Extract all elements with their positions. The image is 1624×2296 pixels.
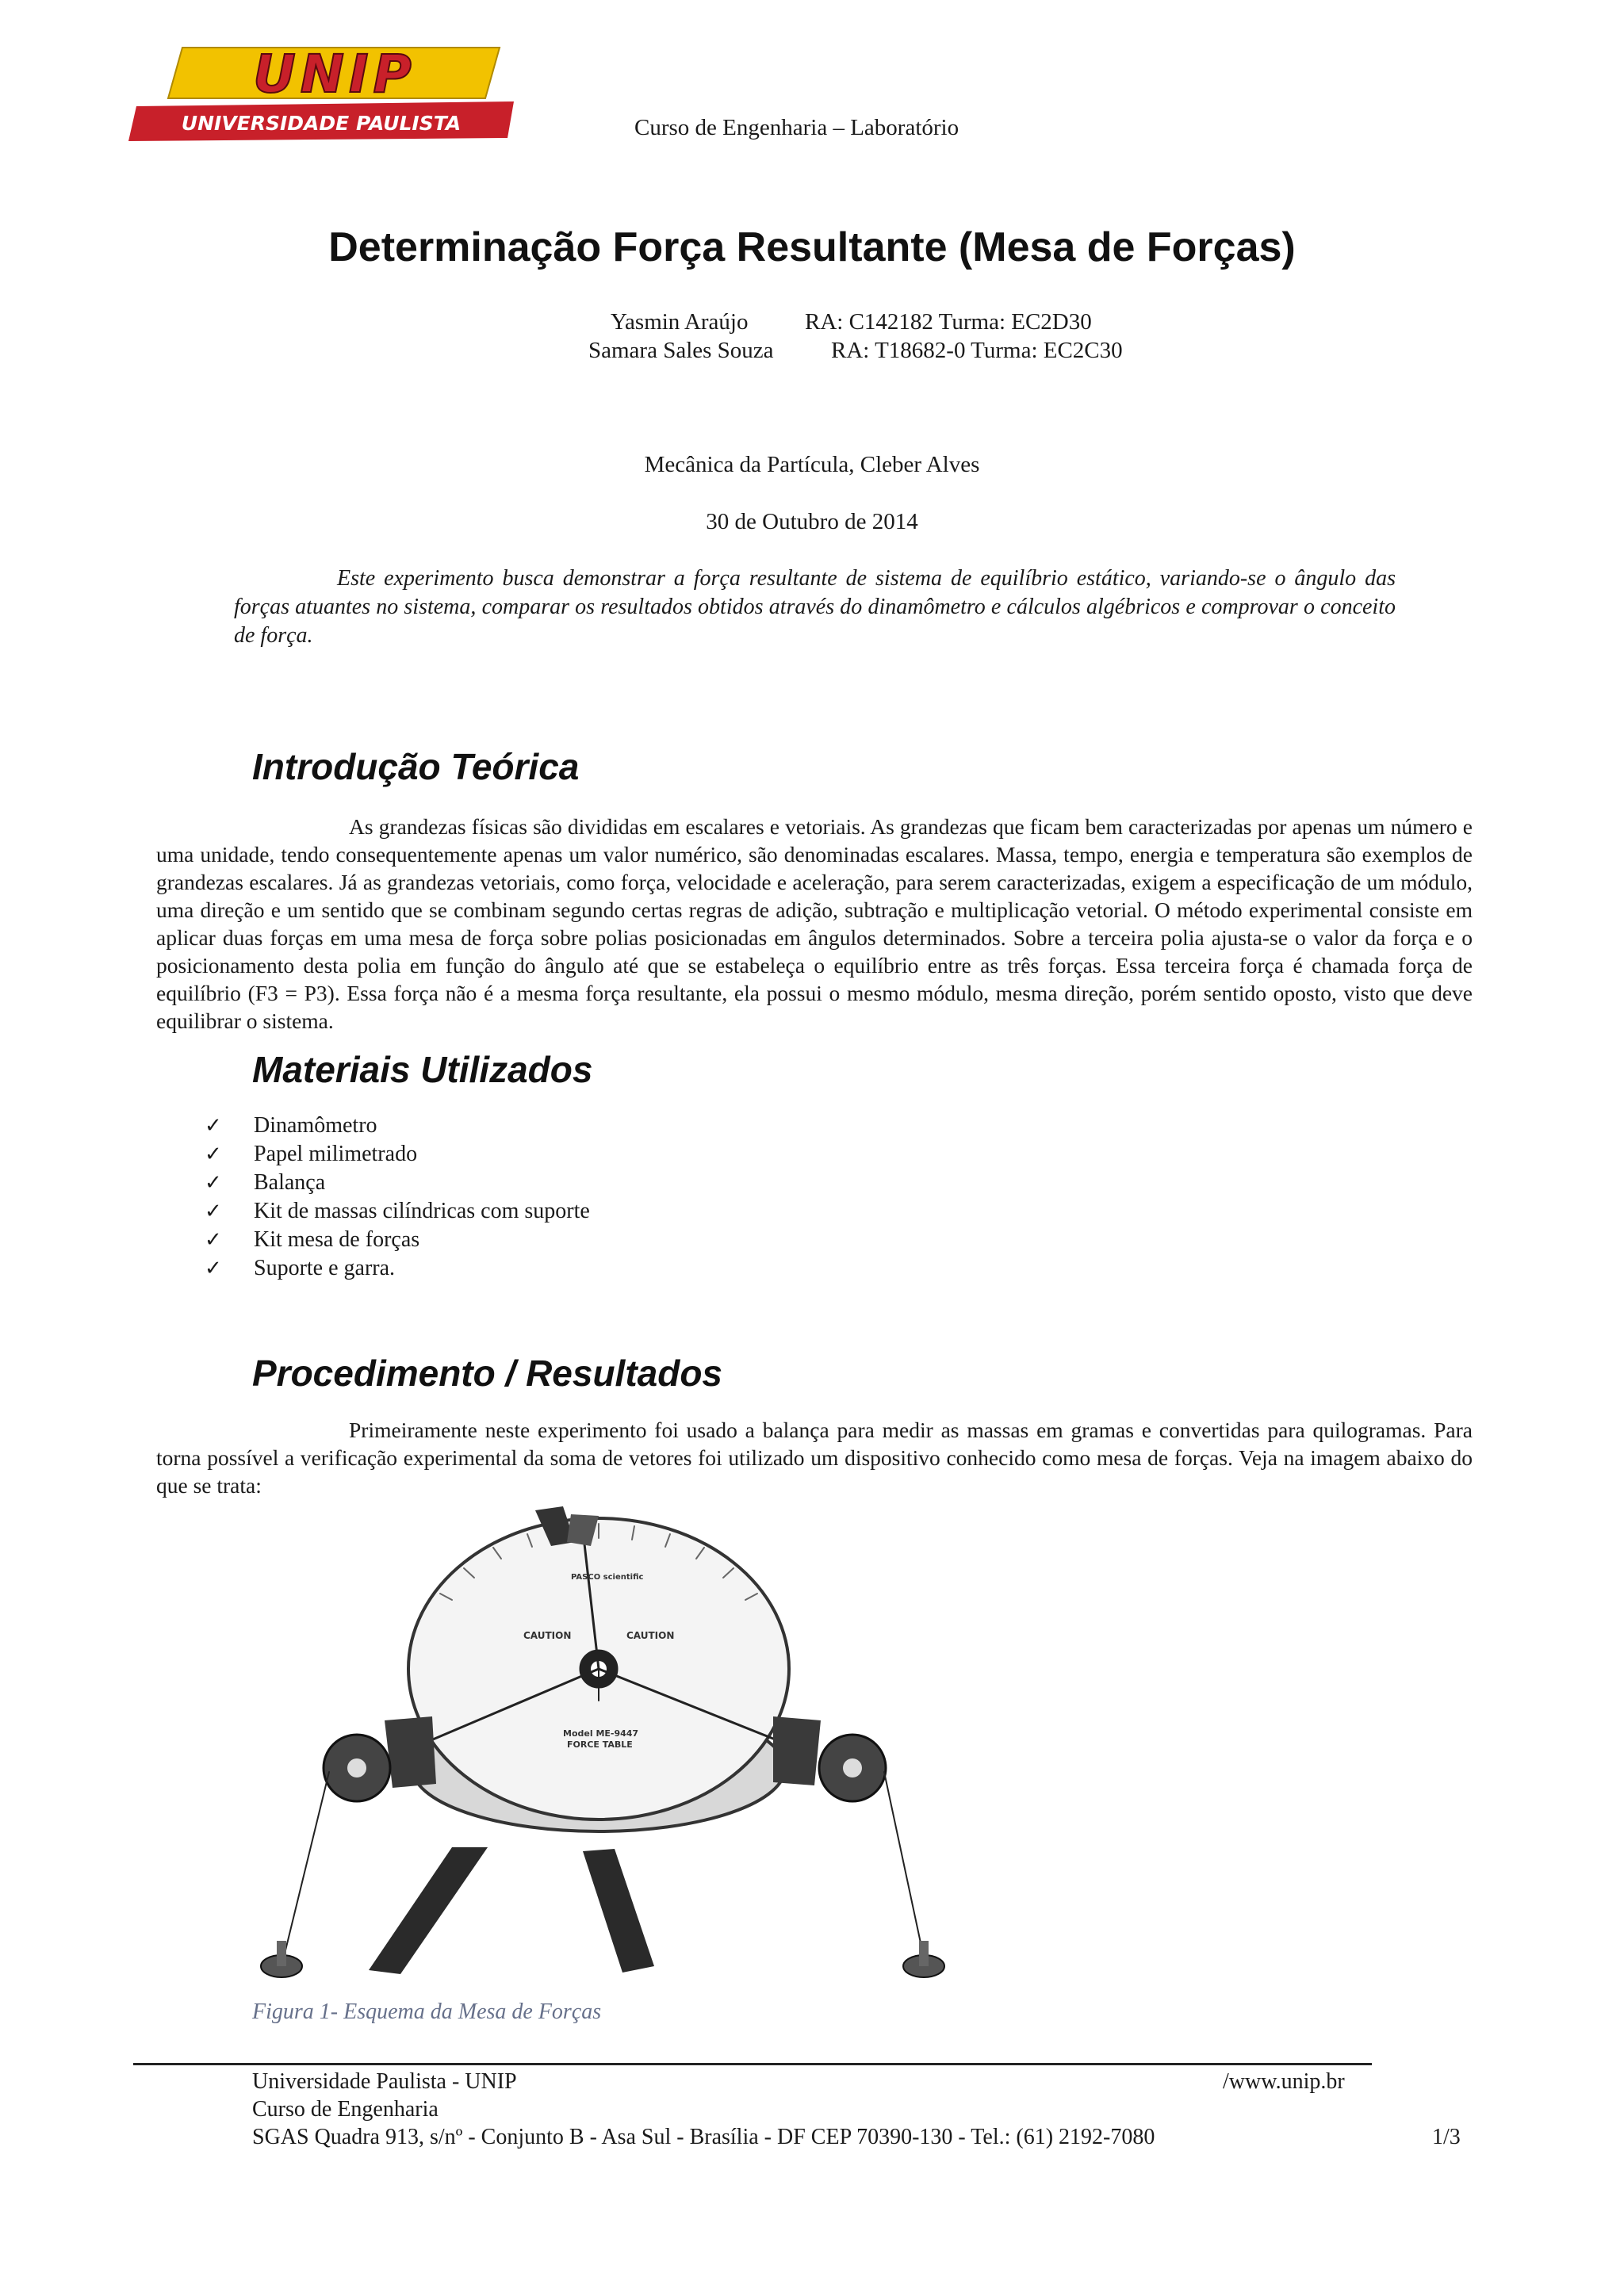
list-item-label: Papel milimetrado: [254, 1142, 418, 1166]
list-item-label: Kit de massas cilíndricas com suporte: [254, 1199, 590, 1223]
check-icon: ✓: [205, 1200, 222, 1223]
force-table-figure: [250, 1506, 948, 1998]
footer-course: Curso de Engenharia: [252, 2097, 439, 2122]
author-1-name: Yasmin Araújo: [611, 309, 749, 335]
unip-logo: [127, 41, 517, 144]
intro-heading: Introdução Teórica: [252, 746, 580, 787]
materials-heading: Materiais Utilizados: [252, 1049, 593, 1090]
author-1-ra: RA: C142182 Turma: EC2D30: [805, 309, 1092, 335]
intro-text: As grandezas físicas são divididas em escalares e vetoriais. As grandezas que ficam bem caracterizadas por apenas um número e uma unidade, tendo consequentemente apenas um valor numérico, são denominadas escalares. Massa, tempo, energia e temperatura são exemplos de grandezas escalares. Já as grandezas vetoriais, como força, velocidade e aceleração, para serem caracterizadas, exigem a especificação de um módulo, uma direção e um sentido que se combinam segundo certas regras de adição, subtração e multiplicação vetorial. O método experimental consiste em aplicar duas forças em uma mesa de força sobre polias posicionadas em ângulos determinados. Sobre a terceira polia ajusta-se o valor da força e o posicionamento desta polia em função do ângulo até que se estabeleça o equilíbrio entre as três forças. Essa terceira força é chamada força de equilíbrio (F3 = P3). Essa força não é a mesma força resultante, ela possui o mesmo módulo, mesma direção, porém sentido oposto, visto que deve equilibrar o sistema.: [156, 814, 1473, 1033]
figure-brand: PASCO scientific: [571, 1573, 644, 1582]
procedure-text: Primeiramente neste experimento foi usado a balança para medir as massas em gramas e convertidas para quilogramas. Para torna possível a verificação experimental da soma de vetores foi utilizado um dispositivo conhecido como mesa de forças. Veja na imagem abaixo do que se trata:: [156, 1418, 1473, 1498]
footer-page-number: 1/3: [1432, 2125, 1461, 2149]
list-item: [205, 1169, 590, 1197]
list-item: [205, 1254, 590, 1283]
document-date: 30 de Outubro de 2014: [706, 509, 918, 534]
figure-model-line2: FORCE TABLE: [567, 1739, 633, 1750]
procedure-heading: Procedimento / Resultados: [252, 1353, 723, 1394]
header-course-lab: Curso de Engenharia – Laboratório: [634, 115, 959, 140]
check-icon: ✓: [205, 1114, 222, 1138]
logo-sub-text: UNIVERSIDADE PAULISTA: [181, 112, 462, 135]
document-title: Determinação Força Resultante (Mesa de Forças): [328, 224, 1296, 270]
materials-list: [205, 1112, 590, 1283]
abstract: [234, 564, 1396, 650]
figure-caption: Figura 1- Esquema da Mesa de Forças: [252, 1999, 602, 2024]
logo-main-text: UNIP: [253, 44, 416, 105]
author-2-ra: RA: T18682-0 Turma: EC2C30: [831, 338, 1123, 363]
check-icon: ✓: [205, 1171, 222, 1195]
abstract-text: Este experimento busca demonstrar a força resultante de sistema de equilíbrio estático, variando-se o ângulo das forças atuantes no sistema, comparar os resultados obtidos através do dinamômetro e cálculos algébricos e comprovar o conceito de força.: [234, 566, 1396, 648]
check-icon: ✓: [205, 1228, 222, 1252]
list-item: [205, 1140, 590, 1169]
list-item-label: Dinamômetro: [254, 1113, 377, 1138]
list-item-label: Kit mesa de forças: [254, 1227, 420, 1252]
list-item: [205, 1197, 590, 1226]
footer-divider: [133, 2063, 1372, 2065]
figure-model-line1: Model ME-9447: [563, 1728, 639, 1739]
figure-caution-right: CAUTION: [626, 1630, 675, 1641]
list-item-label: Balança: [254, 1170, 326, 1195]
footer-address: SGAS Quadra 913, s/nº - Conjunto B - Asa Sul - Brasília - DF CEP 70390-130 - Tel.: (61) 2192-7080: [252, 2125, 1155, 2149]
figure-caution-left: CAUTION: [523, 1630, 572, 1641]
check-icon: ✓: [205, 1257, 222, 1280]
check-icon: ✓: [205, 1142, 222, 1166]
course-name: Mecânica da Partícula, Cleber Alves: [644, 452, 980, 477]
list-item-label: Suporte e garra.: [254, 1256, 396, 1280]
list-item: [205, 1226, 590, 1254]
list-item: [205, 1112, 590, 1140]
footer-university: Universidade Paulista - UNIP: [252, 2069, 517, 2094]
author-2-name: Samara Sales Souza: [588, 338, 774, 363]
footer-url: /www.unip.br: [1223, 2069, 1345, 2094]
